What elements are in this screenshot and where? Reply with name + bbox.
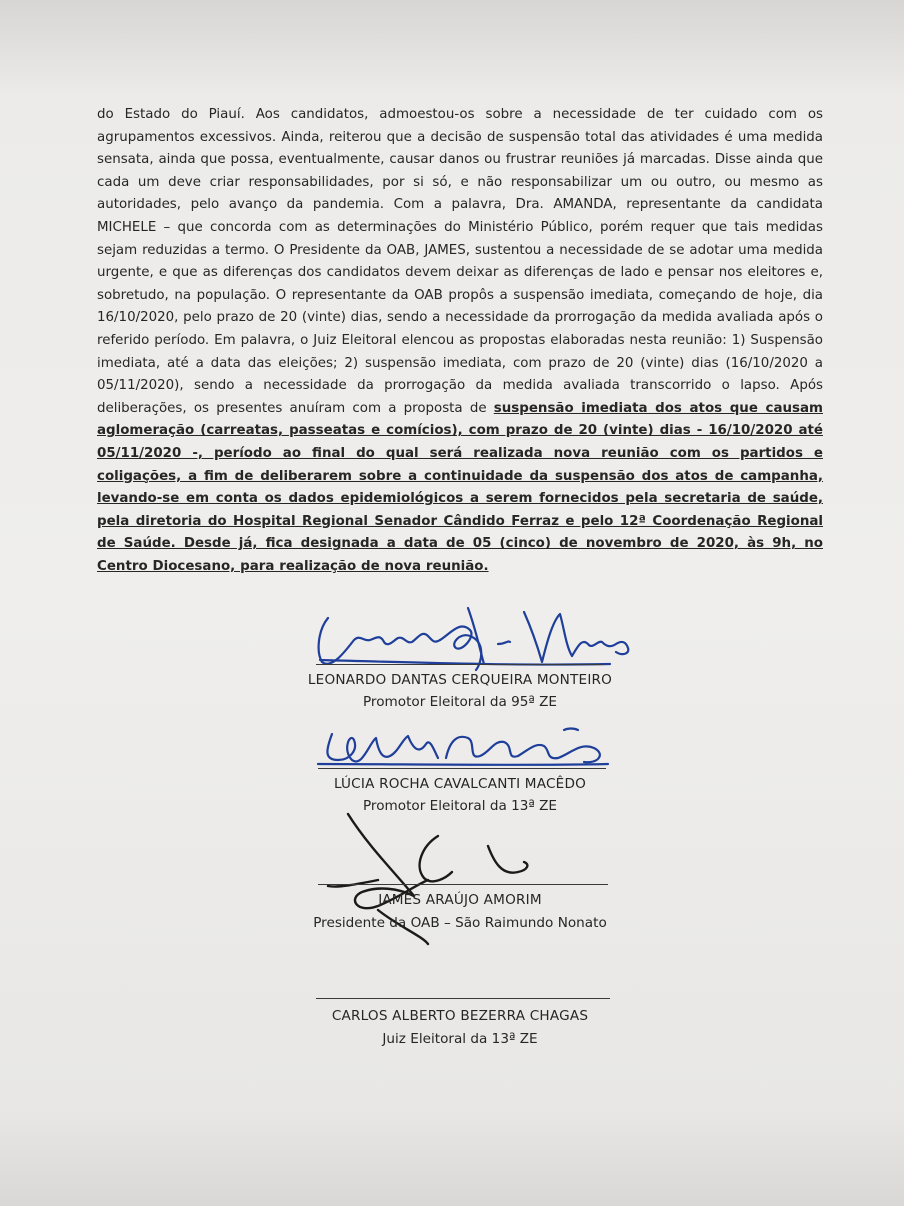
signer-name: LEONARDO DANTAS CERQUEIRA MONTEIRO — [307, 672, 613, 688]
signature-line — [316, 998, 610, 999]
signer-name: CARLOS ALBERTO BEZERRA CHAGAS — [331, 1008, 589, 1024]
signer-name: JAMES ARAÚJO AMORIM — [378, 892, 542, 908]
signer-role: Promotor Eleitoral da 95ª ZE — [362, 694, 558, 710]
signer-role: Promotor Eleitoral da 13ª ZE — [362, 798, 558, 814]
signature-line — [318, 768, 606, 769]
decision-text: suspensão imediata dos atos que causam aglomeração (carreatas, passeatas e comícios), com prazo de 20 (vinte) dias - 16/10/2020 até 05/11/2020 -, período ao final do qual será realizada nova reunião com os partidos e coligações, a fim de deliberarem sobre a continuidade da suspensão dos atos de campanha, levando-se em conta os dados epidemiológicos a serem fornecidos pela secretaria de saúde, pela diretoria do Hospital Regional Senador Cândido Ferraz e pelo 12ª Coordenação Regional de Saúde. Desde já, fica designada a data de 05 (cinco) de novembro de 2020, às 9h, no Centro Diocesano, para realização de nova reunião. — [97, 400, 823, 574]
minutes-paragraph — [97, 104, 823, 578]
signer-role: Juiz Eleitoral da 13ª ZE — [382, 1031, 538, 1047]
signature-leonardo — [310, 600, 640, 678]
signer-name: LÚCIA ROCHA CAVALCANTI MACÊDO — [333, 776, 587, 792]
signature-line — [316, 664, 604, 665]
signature-line — [318, 884, 608, 885]
signer-role: Presidente da OAB – São Raimundo Nonato — [313, 915, 607, 931]
minutes-text: do Estado do Piauí. Aos candidatos, admoestou-os sobre a necessidade de ter cuidado com os agrupamentos excessivos. Ainda, reiterou que a decisão de suspensão total das atividades é uma medida sensata, ainda que possa, eventualmente, causar danos ou frustrar reuniões já marcadas. Disse ainda que cada um deve criar responsabilidades, por si só, e não responsabilizar um ou outro, ou mesmo as autoridades, pelo avanço da pandemia. Com a palavra, Dra. AMANDA, representante da candidata MICHELE – que concorda com as determinações do Ministério Público, porém requer que tais medidas sejam reduzidas a termo. O Presidente da OAB, JAMES, sustentou a necessidade de se adotar uma medida urgente, e que as diferenças dos candidatos devem deixar as diferenças de lado e pensar nos eleitores e, sobretudo, na população. O representante da OAB propôs a suspensão imediata, começando de hoje, dia 16/10/2020, pelo prazo de 20 (vinte) dias, sendo a necessidade da prorrogação da medida avaliada após o referido período. Em palavra, o Juiz Eleitoral elencou as propostas elaboradas nesta reunião: 1) Suspensão imediata, até a data das eleições; 2) suspensão imediata, com prazo de 20 (vinte) dias (16/10/2020 a 05/11/2020), sendo a necessidade da prorrogação da medida avaliada transcorrido o lapso. Após deliberações, os presentes anuíram com a proposta de — [97, 107, 823, 416]
